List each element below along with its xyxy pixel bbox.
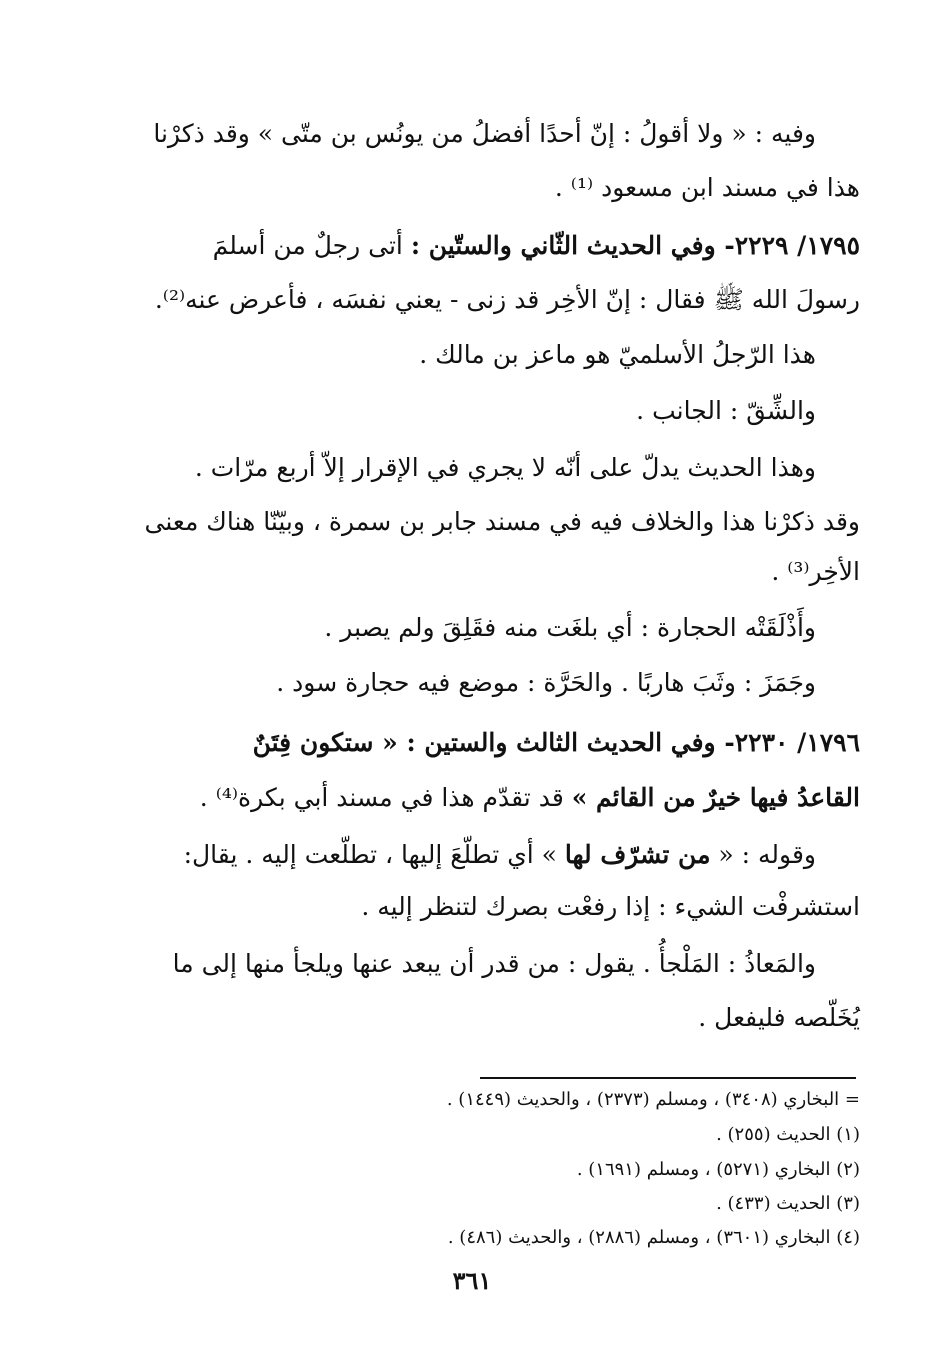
body-line (80, 391, 816, 431)
body-line (80, 998, 860, 1038)
body-line (80, 168, 860, 208)
text: وجَمَزَ : وثَبَ هاربًا . والحَرَّة : موضع فيه حجارة سود . (276, 668, 816, 697)
text: والشِّقّ : الجانب . (636, 396, 816, 425)
text: وقد ذكرْنا هذا والخلاف فيه في مسند جابر بن سمرة ، وبيّنّا هناك معنى (144, 507, 860, 536)
text: وأَذْلَقَتْه الحجارة : أي بلغَت منه فقَلِقَ ولم يصبر . (324, 613, 816, 642)
text: وفيه : « ولا أقولُ : إنّ أحدًا أفضلُ من يونُس بن متّى » وقد ذكرْنا (153, 119, 816, 148)
hadith-heading: ١٧٩٦/ ٢٢٣٠- وفي الحديث الثالث والستين : (406, 728, 860, 757)
body-line (80, 608, 816, 648)
body-line (80, 887, 860, 927)
text: » أي تطلّعَ إليها ، تطلّعت إليه . يقال: (183, 840, 565, 869)
quoted-phrase: من تشرّف لها (564, 840, 711, 869)
footnote-divider (480, 1077, 856, 1079)
text: يُخَلّصه فليفعل . (698, 1003, 860, 1032)
footnote (80, 1190, 860, 1218)
hadith-heading-line (80, 226, 860, 266)
hadith-heading-line (80, 723, 860, 763)
footnote (80, 1086, 860, 1114)
body-line (80, 335, 816, 375)
text: الأخِر⁽³⁾ . (771, 557, 860, 586)
body-line (80, 552, 860, 592)
body-line (80, 280, 860, 320)
hadith-quote: القاعدُ فيها خيرٌ من القائم » (571, 783, 860, 812)
footnote (80, 1224, 860, 1252)
footnote-text: (٣) الحديث (٤٣٣) . (716, 1193, 860, 1214)
body-line (80, 114, 816, 154)
text: وهذا الحديث يدلّ على أنّه لا يجري في الإقرار إلاّ أربع مرّات . (194, 453, 816, 482)
hadith-heading: ١٧٩٥/ ٢٢٢٩- وفي الحديث الثّاني والستّين : (410, 231, 860, 260)
footnote-text: = البخاري (٣٤٠٨) ، ومسلم (٢٣٧٣) ، والحديث (١٤٤٩) . (446, 1089, 860, 1110)
body-line (80, 448, 816, 488)
footnote-text: (١) الحديث (٢٥٥) . (716, 1124, 860, 1145)
text: أتى رجلٌ من أسلمَ (212, 231, 411, 260)
page-number: ٣٦١ (452, 1266, 492, 1295)
text: هذا في مسند ابن مسعود ⁽¹⁾ . (554, 173, 860, 202)
text: وقوله : « (710, 840, 816, 869)
footnote (80, 1121, 860, 1149)
text: هذا الرّجلُ الأسلميّ هو ماعز بن مالك . (419, 340, 816, 369)
text: رسولَ الله ﷺ فقال : إنّ الأخِر قد زنى - يعني نفسَه ، فأعرض عنه⁽²⁾. (154, 285, 860, 314)
footnote-text: (٢) البخاري (٥٢٧١) ، ومسلم (١٦٩١) . (576, 1159, 860, 1180)
text: والمَعاذُ : المَلْجأُ . يقول : من قدر أن يبعد عنها ويلجأ منها إلى ما (172, 949, 816, 978)
body-line (80, 835, 816, 875)
footnote (80, 1156, 860, 1184)
text: قد تقدّم هذا في مسند أبي بكرة⁽⁴⁾ . (199, 783, 572, 812)
body-line (80, 778, 860, 818)
body-line (80, 663, 816, 703)
text: استشرفْت الشيء : إذا رفعْت بصرك لتنظر إليه . (361, 892, 860, 921)
footnote-text: (٤) البخاري (٣٦٠١) ، ومسلم (٢٨٨٦) ، والحديث (٤٨٦) . (447, 1227, 860, 1248)
body-line (80, 502, 860, 542)
body-line (80, 944, 816, 984)
hadith-quote: « ستكون فِتَنٌ (252, 728, 407, 757)
